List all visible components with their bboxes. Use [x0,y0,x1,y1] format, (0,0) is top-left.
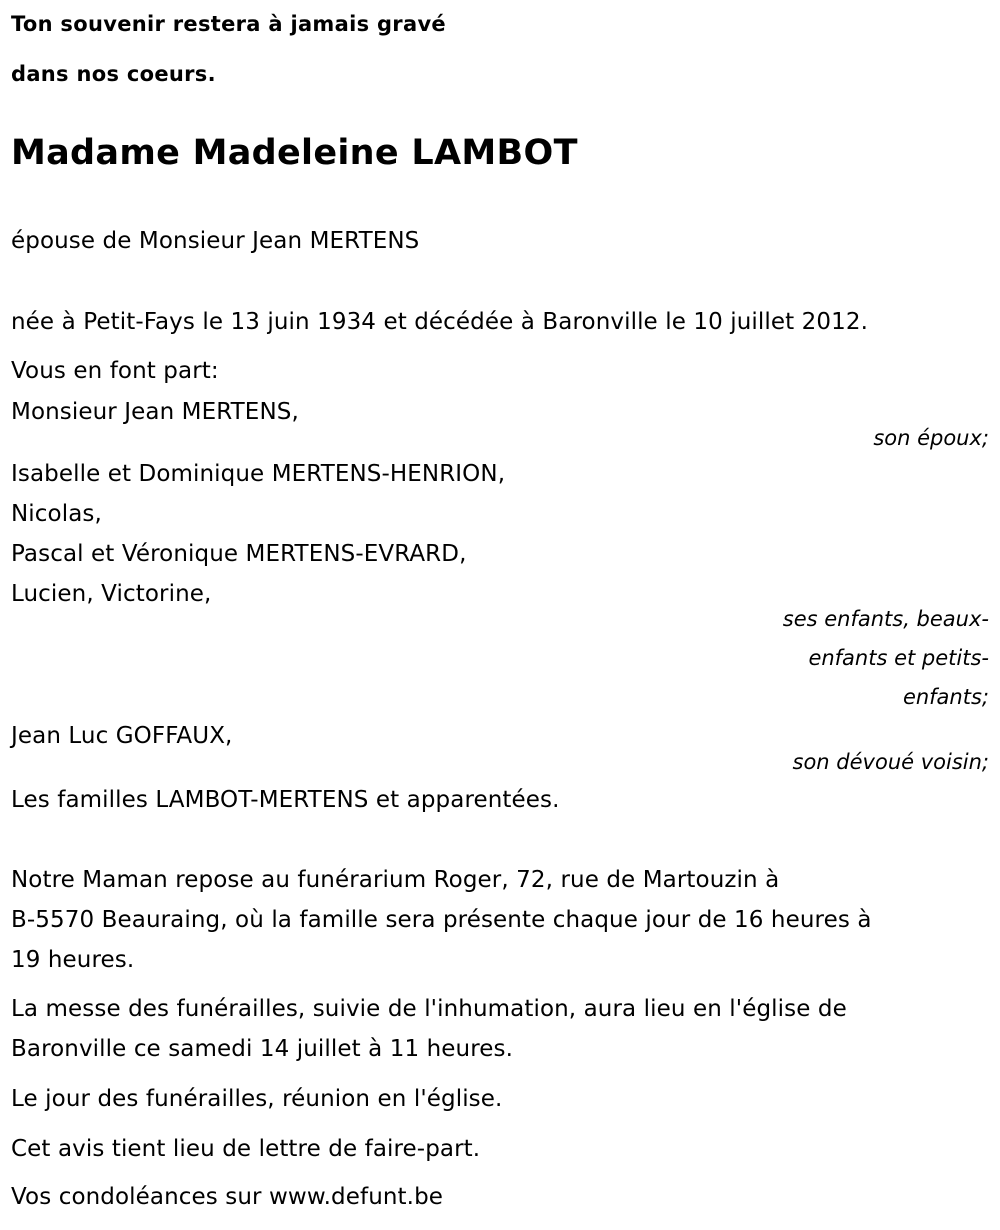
role-line: ses enfants, beaux- [782,607,989,631]
announcers-intro: Vous en font part: [11,358,219,384]
role-line: enfants et petits- [808,646,989,670]
meeting-line: Le jour des funérailles, réunion en l'église. [11,1086,503,1112]
deceased-name: Madame Madeleine LAMBOT [11,133,578,173]
condolences-line: Vos condoléances sur www.defunt.be [11,1184,444,1210]
spouse-line: épouse de Monsieur Jean MERTENS [11,228,420,254]
announcer-name: Isabelle et Dominique MERTENS-HENRION, [11,461,506,487]
announcer-name: Pascal et Véronique MERTENS-EVRARD, [11,541,467,567]
announcer-name: Lucien, Victorine, [11,581,212,607]
announcer-name: Jean Luc GOFFAUX, [11,723,233,749]
role-line: enfants; [902,685,989,709]
visitation-line: 19 heures. [11,947,135,973]
announcer-role [783,600,989,717]
mass-line: Baronville ce samedi 14 juillet à 11 heures. [11,1036,514,1062]
epitaph-line-2: dans nos coeurs. [11,62,216,86]
families-line: Les familles LAMBOT-MERTENS et apparentées. [11,787,560,813]
notice-line: Cet avis tient lieu de lettre de faire-part. [11,1136,481,1162]
visitation-line: B-5570 Beauraing, où la famille sera présente chaque jour de 16 heures à [11,907,872,933]
announcer-role: son dévoué voisin; [792,750,989,774]
visitation-line: Notre Maman repose au funérarium Roger, 72, rue de Martouzin à [11,867,780,893]
mass-line: La messe des funérailles, suivie de l'inhumation, aura lieu en l'église de [11,996,847,1022]
epitaph-line-1: Ton souvenir restera à jamais gravé [11,12,446,36]
announcer-name: Nicolas, [11,501,102,527]
birth-death-line: née à Petit-Fays le 13 juin 1934 et décédée à Baronville le 10 juillet 2012. [11,309,869,335]
announcer-name: Monsieur Jean MERTENS, [11,399,299,425]
announcer-role: son époux; [873,426,989,450]
